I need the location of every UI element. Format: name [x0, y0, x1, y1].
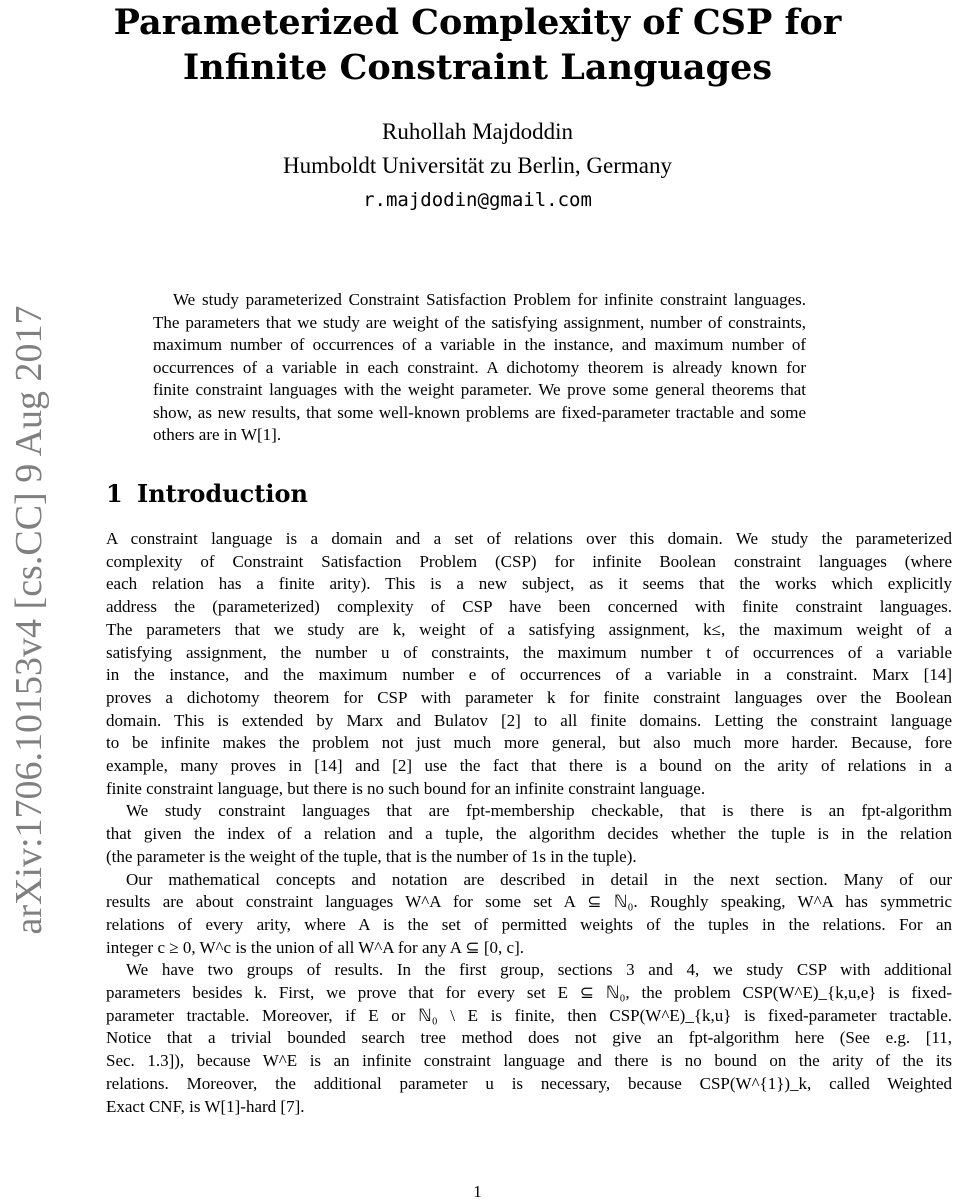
section-title: Introduction	[137, 479, 308, 508]
abstract-line: finite constraint languages with the weight parameter. We prove some general theorems that	[153, 380, 806, 399]
section-heading	[106, 478, 308, 510]
page-number: 1	[473, 1182, 482, 1201]
body-line: integer c ≥ 0, W^c is the union of all W^A for any A ⊆ [0, c].	[106, 937, 525, 957]
abstract	[153, 289, 806, 447]
abstract-line: The parameters that we study are weight of the satisfying assignment, number of constraints,	[153, 312, 806, 332]
body-line: proves a dichotomy theorem for CSP with parameter k for finite constraint languages over the Boolean	[106, 687, 952, 707]
author-block	[0, 115, 955, 217]
section-number: 1	[106, 479, 123, 508]
body-line: Exact CNF, is W[1]-hard [7].	[106, 1096, 305, 1116]
body-line: The parameters that we study are k, weight of a satisfying assignment, k≤, the maximum weight of a	[106, 619, 952, 639]
title-line: Parameterized Complexity of CSP for	[113, 2, 842, 43]
arxiv-identifier: arXiv:1706.10153v4 [cs.CC] 9 Aug 2017	[8, 305, 50, 935]
body-line: We have two groups of results. In the first group, sections 3 and 4, we study CSP with additional	[126, 960, 952, 980]
title-line: Infinite Constraint Languages	[182, 47, 773, 88]
arxiv-sidebar	[0, 305, 59, 935]
body-line: to be infinite makes the problem not just much more general, but also much more harder. Because, fore	[106, 733, 952, 753]
abstract-line: show, as new results, that some well-known problems are fixed-parameter tractable and some	[153, 402, 806, 422]
abstract-line: others are in W[1].	[153, 425, 282, 444]
body-line: in the instance, and the maximum number e of occurrences of a variable in a constraint. Marx [14]	[106, 665, 952, 685]
body-line: Sec. 1.3]), because W^E is an infinite constraint language and there is no bound on the arity of the its	[106, 1051, 952, 1071]
body-line: Notice that a trivial bounded search tree method does not give an fpt-algorithm here (See e.g. [11,	[106, 1028, 952, 1048]
abstract-line: maximum number of occurrences of a variable in the instance, and maximum number of	[153, 335, 806, 354]
introduction-body	[106, 528, 952, 1118]
body-line: parameters besides k. First, we prove that for every set E ⊆ ℕ₀, the problem CSP(W^E)_{k,u,e} is fixed-	[106, 983, 952, 1003]
body-line: domain. This is extended by Marx and Bulatov [2] to all finite domains. Letting the constraint language	[106, 710, 952, 730]
abstract-line: We study parameterized Constraint Satisfaction Problem for infinite constraint languages.	[173, 290, 806, 309]
author-name: Ruhollah Majdoddin	[381, 119, 574, 144]
body-line: results are about constraint languages W^A for some set A ⊆ ℕ₀. Roughly speaking, W^A has symmetric	[106, 892, 952, 912]
body-line: relations of every arity, where A is the set of permitted weights of the tuples in the relations. For an	[106, 914, 952, 934]
body-line: complexity of Constraint Satisfaction Problem (CSP) for infinite Boolean constraint languages (where	[106, 551, 952, 571]
body-line: finite constraint language, but there is no such bound for an infinite constraint language.	[106, 778, 706, 798]
body-line: satisfying assignment, the number u of constraints, the maximum number t of occurrences of a variable	[106, 642, 952, 662]
body-line: We study constraint languages that are fpt-membership checkable, that is there is an fpt-algorithm	[126, 801, 952, 821]
author-affiliation: Humboldt Universität zu Berlin, Germany	[282, 153, 672, 178]
body-line: (the parameter is the weight of the tuple, that is the number of 1s in the tuple).	[106, 846, 637, 866]
body-line: relations. Moreover, the additional parameter u is necessary, because CSP(W^{1})_k, called Weighted	[106, 1073, 952, 1093]
abstract-line: occurrences of a variable in each constraint. A dichotomy theorem is already known for	[153, 357, 806, 377]
body-line: Our mathematical concepts and notation are described in detail in the next section. Many of our	[126, 869, 952, 889]
author-email[interactable]: r.majdodin@gmail.com	[363, 189, 592, 211]
body-line: example, many proves in [14] and [2] use the fact that there is a bound on the arity of relations in a	[106, 756, 952, 776]
body-line: each relation has a finite arity). This is a new subject, as it seems that the works which explicitly	[106, 574, 952, 594]
body-line: A constraint language is a domain and a set of relations over this domain. We study the parameterized	[106, 529, 952, 548]
body-line: address the (parameterized) complexity of CSP have been concerned with finite constraint languages.	[106, 597, 952, 617]
body-line: that given the index of a relation and a tuple, the algorithm decides whether the tuple is in the relation	[106, 824, 952, 844]
body-line: parameter tractable. Moreover, if E or ℕ₀ \ E is finite, then CSP(W^E)_{k,u} is fixed-parameter tractable.	[106, 1005, 952, 1025]
paper-title	[0, 0, 955, 90]
